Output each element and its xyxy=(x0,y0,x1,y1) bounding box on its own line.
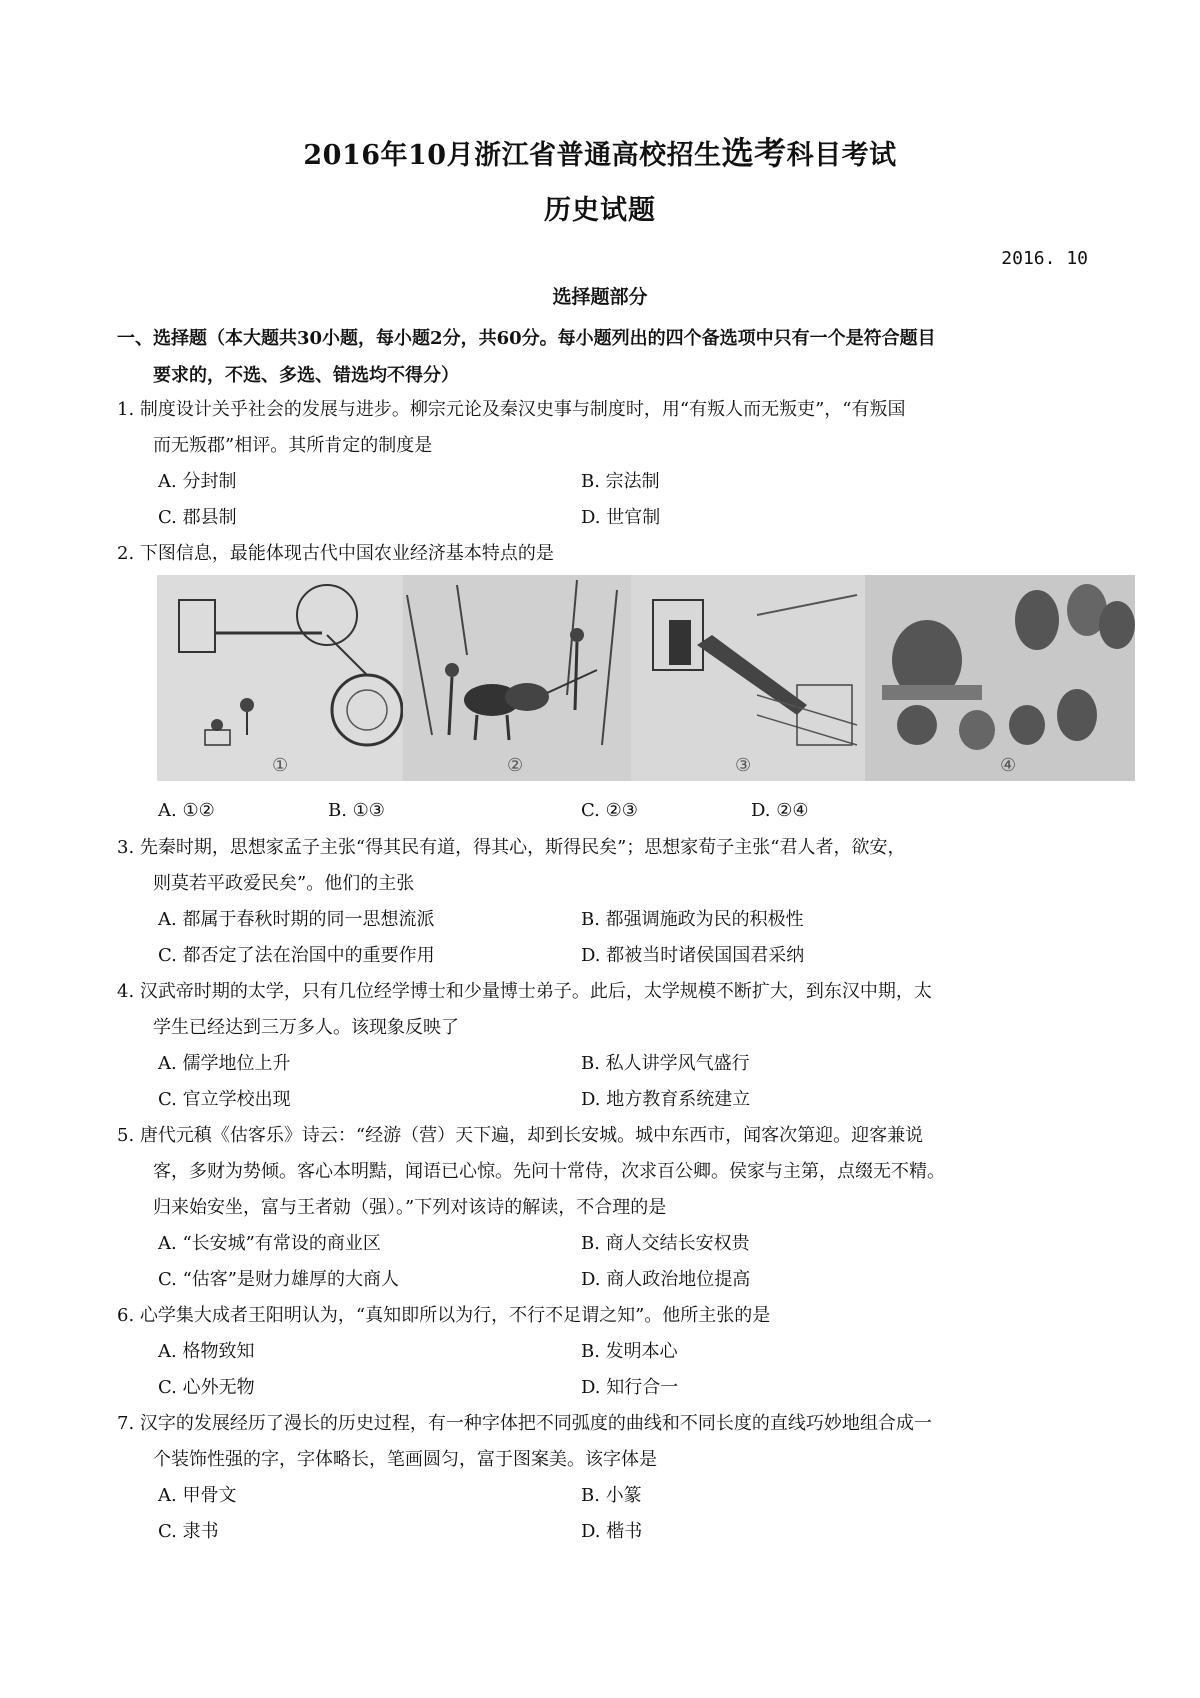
panel-4-seated-figures-image xyxy=(865,575,1135,781)
question-1-line-2: 而无叛郡”相评。其所肯定的制度是 xyxy=(153,435,433,456)
q3-option-d: D. 都被当时诸侯国国君采纳 xyxy=(581,945,805,966)
q4-option-c: C. 官立学校出现 xyxy=(158,1089,291,1110)
q7-option-d: D. 楷书 xyxy=(581,1521,643,1542)
q7-option-b: B. 小篆 xyxy=(581,1485,642,1506)
question-4-line-2: 学生已经达到三万多人。该现象反映了 xyxy=(153,1017,459,1038)
q4-option-a: A. 儒学地位上升 xyxy=(158,1053,291,1074)
q5-option-b: B. 商人交结长安权贵 xyxy=(581,1233,750,1254)
q6-option-a: A. 格物致知 xyxy=(158,1341,255,1362)
page-subtitle: 历史试题 xyxy=(544,195,656,226)
q1-option-d: D. 世官制 xyxy=(581,507,661,528)
instruction-line-2: 要求的，不选、多选、错选均不得分） xyxy=(153,365,459,386)
question-2 xyxy=(117,536,1102,572)
panel-1-waterwheel-image xyxy=(157,575,402,781)
panel-3-chain-pump-image xyxy=(633,575,863,781)
q5-option-a: A. “长安城”有常设的商业区 xyxy=(158,1233,381,1254)
section-title: 选择题部分 xyxy=(552,286,648,308)
q3-option-c: C. 都否定了法在治国中的重要作用 xyxy=(158,945,435,966)
q5-option-d: D. 商人政治地位提高 xyxy=(581,1269,751,1290)
figure-label-4: ④ xyxy=(1000,755,1017,776)
question-1-line-1: 1. 制度设计关乎社会的发展与进步。柳宗元论及秦汉史事与制度时，用“有叛人而无叛吏”，“有叛国 xyxy=(117,399,906,420)
question-3-line-2: 则莫若平政爱民矣”。他们的主张 xyxy=(153,873,415,894)
panel-2-ox-plowing-image xyxy=(403,575,631,781)
question-6-line-1: 6. 心学集大成者王阳明认为，“真知即所以为行，不行不足谓之知”。他所主张的是 xyxy=(117,1305,771,1326)
q6-option-c: C. 心外无物 xyxy=(158,1377,255,1398)
question-6 xyxy=(117,1298,1102,1334)
question-3-line-1: 3. 先秦时期，思想家孟子主张“得其民有道，得其心，斯得民矣”；思想家荀子主张“君人者，欲安， xyxy=(117,837,906,858)
question-5-line-2: 客，多财为势倾。客心本明黠，闻语已心惊。先问十常侍，次求百公卿。侯家与主第，点缀无不精。 xyxy=(153,1161,945,1182)
q5-option-c: C. “估客”是财力雄厚的大商人 xyxy=(158,1269,399,1290)
q1-option-c: C. 郡县制 xyxy=(158,507,237,528)
q3-option-a: A. 都属于春秋时期的同一思想流派 xyxy=(158,909,435,930)
q2-option-b: B. ①③ xyxy=(328,800,385,821)
figure-label-3: ③ xyxy=(735,755,752,776)
q6-option-d: D. 知行合一 xyxy=(581,1377,679,1398)
farming-illustrations-figure xyxy=(157,575,1135,781)
section-instructions xyxy=(117,320,1097,394)
title-prefix: 2016年10月浙江省普通高校招生 xyxy=(303,140,722,171)
question-5-line-1: 5. 唐代元稹《估客乐》诗云：“经游（营）天下遍，却到长安城。城中东西市，闻客次第迎。迎客兼说 xyxy=(117,1125,924,1146)
question-5-line-3: 归来始安坐，富与王者勍（强）。”下列对该诗的解读，不合理的是 xyxy=(153,1197,667,1218)
question-4 xyxy=(117,974,1102,1046)
question-7-line-2: 个装饰性强的字，字体略长，笔画圆匀，富于图案美。该字体是 xyxy=(153,1449,657,1470)
exam-date: 2016. 10 xyxy=(1001,248,1088,269)
question-1 xyxy=(117,392,1102,464)
q7-option-a: A. 甲骨文 xyxy=(158,1485,237,1506)
figure-label-2: ② xyxy=(507,755,524,776)
instruction-line-1: 一、选择题（本大题共30小题，每小题2分，共60分。每小题列出的四个备选项中只有一个是符合题目 xyxy=(117,328,936,349)
q6-option-b: B. 发明本心 xyxy=(581,1341,678,1362)
q3-option-b: B. 都强调施政为民的积极性 xyxy=(581,909,804,930)
q1-option-b: B. 宗法制 xyxy=(581,471,660,492)
page-title xyxy=(0,128,1200,174)
figure-label-1: ① xyxy=(272,755,289,776)
q7-option-c: C. 隶书 xyxy=(158,1521,219,1542)
q2-option-d: D. ②④ xyxy=(751,800,809,821)
q2-option-a: A. ①② xyxy=(158,800,215,821)
question-3 xyxy=(117,830,1102,902)
q2-option-c: C. ②③ xyxy=(581,800,638,821)
q4-option-d: D. 地方教育系统建立 xyxy=(581,1089,751,1110)
question-7 xyxy=(117,1406,1102,1478)
question-5 xyxy=(117,1118,1102,1226)
title-emphasis: 选考 xyxy=(721,134,787,172)
q4-option-b: B. 私人讲学风气盛行 xyxy=(581,1053,750,1074)
q1-option-a: A. 分封制 xyxy=(158,471,237,492)
title-suffix: 科目考试 xyxy=(786,140,897,171)
question-4-line-1: 4. 汉武帝时期的太学，只有几位经学博士和少量博士弟子。此后，太学规模不断扩大，到东汉中期，太 xyxy=(117,981,932,1002)
question-7-line-1: 7. 汉字的发展经历了漫长的历史过程，有一种字体把不同弧度的曲线和不同长度的直线巧妙地组合成一 xyxy=(117,1413,932,1434)
question-2-line-1: 2. 下图信息，最能体现古代中国农业经济基本特点的是 xyxy=(117,543,554,564)
